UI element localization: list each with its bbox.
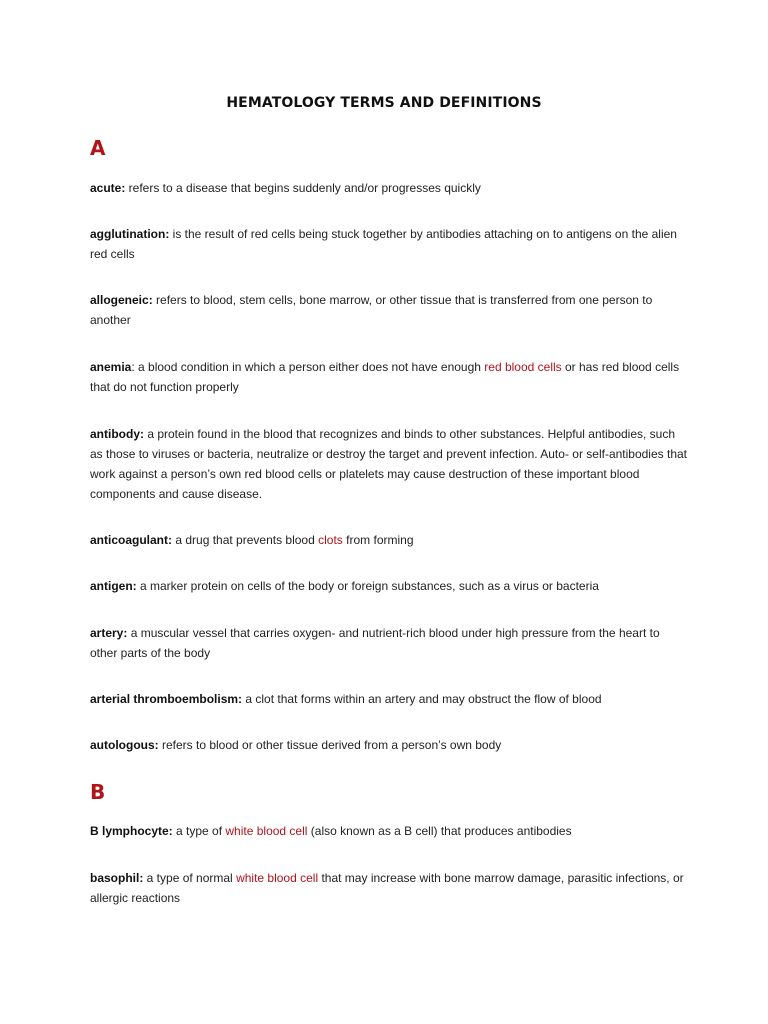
entry-definition: refers to blood or other tissue derived from a person’s own body	[158, 738, 502, 752]
entry-basophil	[90, 868, 690, 908]
white-blood-cell-link[interactable]: white blood cell	[236, 871, 319, 885]
entry-term: basophil:	[90, 871, 144, 885]
entry-definition: is the result of red cells being stuck together by antibodies attaching on to antigens on the alien red cells	[90, 227, 677, 261]
entry-definition: : a blood condition in which a person either does not have enough	[131, 360, 485, 374]
entry-term: anemia	[90, 360, 132, 374]
entry-definition: a drug that prevents blood	[172, 533, 319, 547]
entry-definition-cont: from forming	[342, 533, 414, 547]
entry-term: allogeneic:	[90, 293, 153, 307]
entry-term: antigen:	[90, 579, 137, 593]
entry-term: agglutination:	[90, 227, 170, 241]
entry-agglutination	[90, 224, 690, 264]
entry-definition: a type of	[172, 824, 226, 838]
clots-link[interactable]: clots	[318, 533, 343, 547]
entry-antibody	[90, 424, 690, 504]
entry-b-lymphocyte	[90, 821, 690, 841]
entry-term: B lymphocyte:	[90, 824, 173, 838]
entry-term: arterial thromboembolism:	[90, 692, 243, 706]
entry-artery	[90, 623, 690, 663]
entry-definition: a protein found in the blood that recognizes and binds to other substances. Helpful antibodies, such as those to viruses or bacteria, neutralize or destroy the target and prevent infection. Auto- or self-antibodies that work against a person’s own red blood cells or platelets may cause destruction of these important blood components and cause disease.	[90, 427, 687, 501]
entry-definition: a muscular vessel that carries oxygen- and nutrient-rich blood under high pressure from the heart to other parts of the body	[90, 626, 660, 660]
entry-definition: refers to a disease that begins suddenly and/or progresses quickly	[125, 181, 481, 195]
document-title: HEMATOLOGY TERMS AND DEFINITIONS	[226, 95, 542, 111]
entry-term: autologous:	[90, 738, 159, 752]
entry-allogeneic	[90, 290, 690, 330]
entry-definition: a marker protein on cells of the body or foreign substances, such as a virus or bacteria	[136, 579, 599, 593]
entry-anticoagulant	[90, 530, 690, 550]
entry-definition: a clot that forms within an artery and may obstruct the flow of blood	[242, 692, 602, 706]
entry-definition-cont: that may increase with bone marrow damage, parasitic infections, or allergic reactions	[90, 871, 684, 905]
section-letter-a: A	[90, 136, 106, 160]
entry-definition-cont: or has red blood cells that do not function properly	[90, 360, 680, 394]
entry-antigen	[90, 576, 690, 596]
entry-term: anticoagulant:	[90, 533, 173, 547]
section-letter-b: B	[90, 780, 106, 804]
red-blood-cells-link[interactable]: red blood cells	[484, 360, 562, 374]
entry-definition-cont: (also known as a B cell) that produces antibodies	[307, 824, 572, 838]
entry-anemia	[90, 357, 690, 397]
entry-acute	[90, 178, 690, 198]
entry-arterial-thromboembolism	[90, 689, 690, 709]
entry-term: acute:	[90, 181, 126, 195]
entry-definition: a type of normal	[143, 871, 237, 885]
entry-autologous	[90, 735, 690, 755]
entry-definition: refers to blood, stem cells, bone marrow, or other tissue that is transferred from one person to another	[90, 293, 653, 327]
white-blood-cell-link[interactable]: white blood cell	[225, 824, 308, 838]
entry-term: antibody:	[90, 427, 144, 441]
entry-term: artery:	[90, 626, 128, 640]
